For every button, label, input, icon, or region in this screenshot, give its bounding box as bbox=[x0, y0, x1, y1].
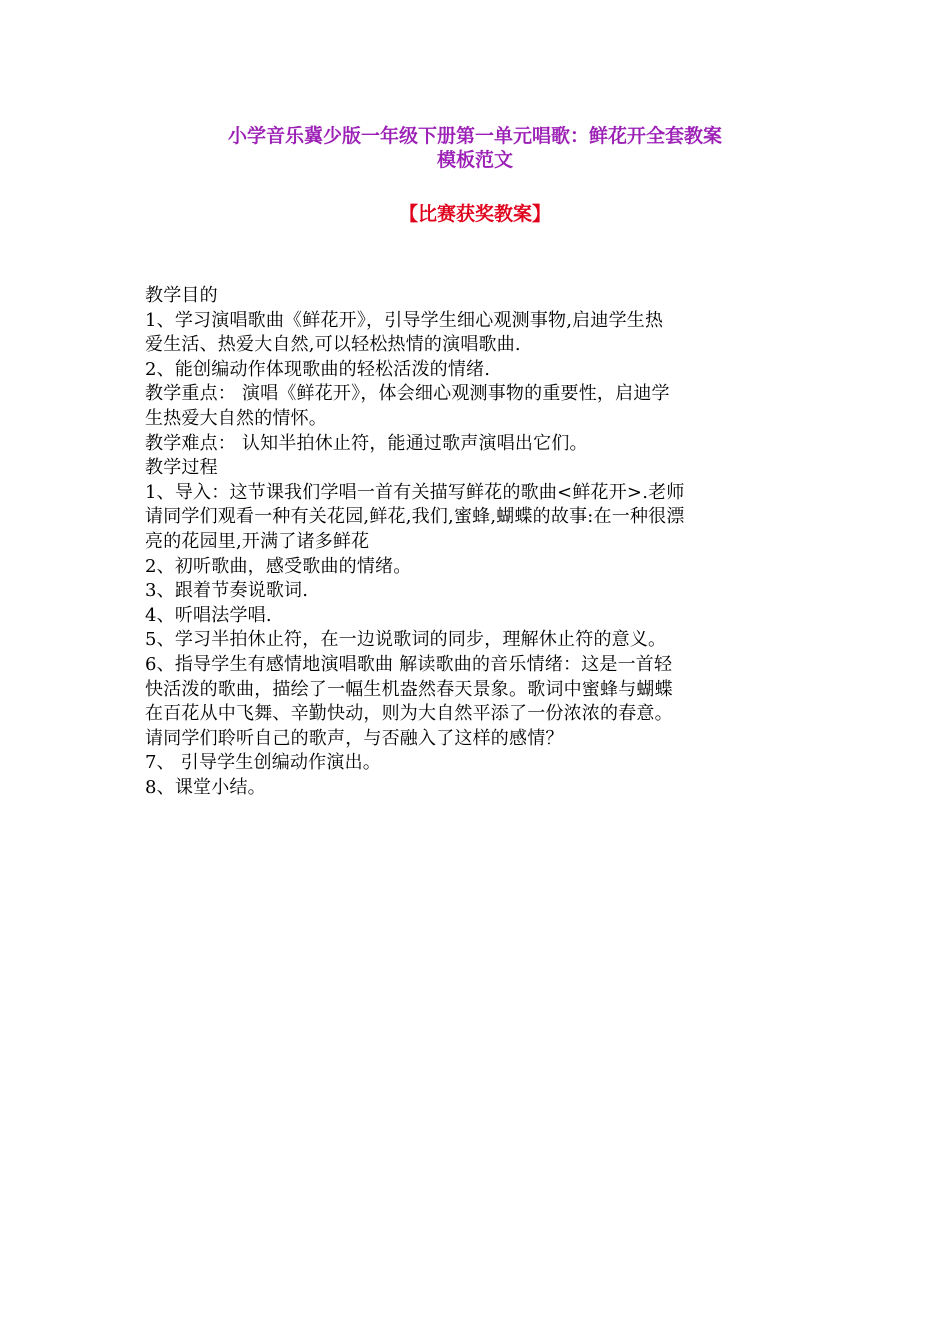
body-line: 4、听唱法学唱. bbox=[145, 604, 272, 626]
body-line: 请同学们聆听自己的歌声，与否融入了这样的感情？ bbox=[145, 727, 564, 749]
body-line: 在百花从中飞舞、辛勤快动，则为大自然平添了一份浓浓的春意。 bbox=[145, 703, 673, 725]
body-line: 爱生活、热爱大自然,可以轻松热情的演唱歌曲. bbox=[145, 334, 521, 356]
body-line: 7、 引导学生创编动作演出。 bbox=[145, 752, 381, 774]
body-line: 生热爱大自然的情怀。 bbox=[145, 407, 327, 429]
body-line: 2、能创编动作体现歌曲的轻松活泼的情绪. bbox=[145, 358, 491, 380]
body-line: 6、指导学生有感情地演唱歌曲 解读歌曲的音乐情绪：这是一首轻 bbox=[145, 653, 673, 675]
award-tag: 【比赛获奖教案】 bbox=[398, 203, 551, 225]
body-line: 快活泼的歌曲，描绘了一幅生机盎然春天景象。歌词中蜜蜂与蝴蝶 bbox=[145, 678, 673, 700]
body-line: 2、初听歌曲，感受歌曲的情绪。 bbox=[145, 555, 412, 577]
body-line: 教学难点： 认知半拍休止符，能通过歌声演唱出它们。 bbox=[145, 432, 588, 454]
body-line: 1、导入：这节课我们学唱一首有关描写鲜花的歌曲<鲜花开>.老师 bbox=[145, 481, 685, 503]
body-line: 教学目的 bbox=[145, 285, 218, 306]
body-line: 教学重点： 演唱《鲜花开》，体会细心观测事物的重要性，启迪学 bbox=[145, 383, 670, 405]
title-line-2: 模板范文 bbox=[436, 149, 513, 171]
body-line: 亮的花园里,开满了诸多鲜花 bbox=[145, 530, 370, 552]
body-line: 请同学们观看一种有关花园,鲜花,我们,蜜蜂,蝴蝶的故事:在一种很漂 bbox=[145, 506, 685, 528]
body-line: 3、跟着节奏说歌词. bbox=[145, 580, 309, 602]
body-line: 8、课堂小结。 bbox=[145, 776, 266, 798]
body-line: 5、学习半拍休止符，在一边说歌词的同步，理解休止符的意义。 bbox=[145, 629, 667, 651]
body-line: 1、学习演唱歌曲《鲜花开》，引导学生细心观测事物,启迪学生热 bbox=[145, 309, 664, 331]
document-title bbox=[0, 124, 950, 172]
body-line: 教学过程 bbox=[145, 457, 218, 479]
lesson-body bbox=[145, 284, 810, 800]
title-line-1: 小学音乐冀少版一年级下册第一单元唱歌：鲜花开全套教案 bbox=[227, 125, 722, 147]
